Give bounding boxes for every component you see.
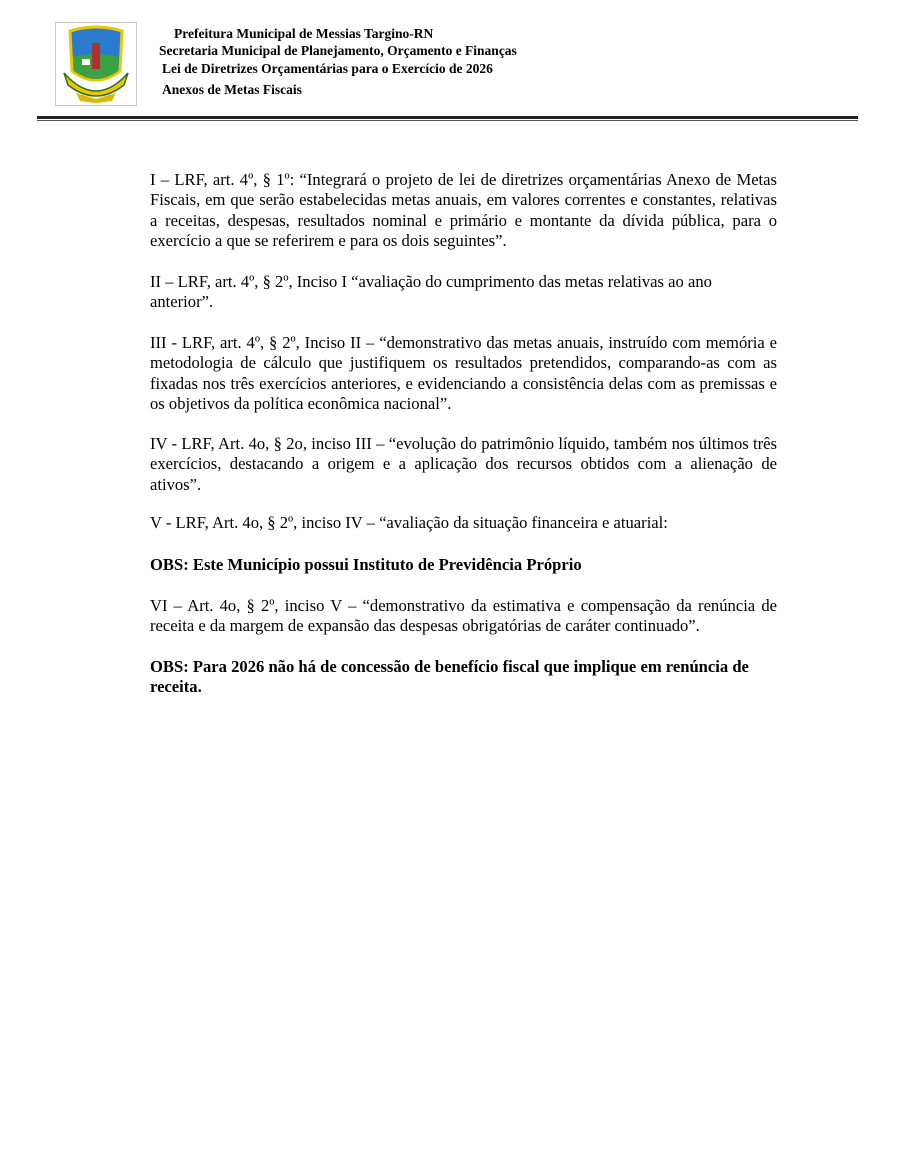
observation-pension-institute: OBS: Este Município possui Instituto de Previdência Próprio (150, 555, 582, 574)
header-law-title: Lei de Diretrizes Orçamentárias para o Exercício de 2026 (162, 61, 493, 76)
header-secretariat: Secretaria Municipal de Planejamento, Orçamento e Finanças (159, 43, 517, 58)
paragraph-item-iv: IV - LRF, Art. 4o, § 2o, inciso III – “evolução do patrimônio líquido, também nos últimos três exercícios, destacando a origem e a aplicação dos recursos obtidos com a alienação de ativos”. (150, 434, 777, 494)
paragraph-item-iii: III - LRF, art. 4º, § 2º, Inciso II – “demonstrativo das metas anuais, instruído com memória e metodologia de cálculo que justifiquem os resultados pretendidos, comparando-as com as fixadas nos três exercícios anteriores, e evidenciando a consistência delas com as premissas e os objetivos da política econômica nacional”. (150, 333, 777, 413)
header-divider (37, 116, 858, 119)
header-annex-title: Anexos de Metas Fiscais (162, 82, 302, 97)
paragraph-item-v: V - LRF, Art. 4o, § 2º, inciso IV – “avaliação da situação financeira e atuarial: (150, 513, 668, 532)
header-municipality: Prefeitura Municipal de Messias Targino-RN (174, 26, 434, 41)
header-divider-thin (37, 120, 858, 121)
observation-tax-waiver: OBS: Para 2026 não há de concessão de benefício fiscal que implique em renúncia de receita. (150, 657, 749, 697)
paragraph-item-ii: II – LRF, art. 4º, § 2º, Inciso I “avaliação do cumprimento das metas relativas ao ano anterior”. (150, 272, 712, 312)
paragraph-item-i: I – LRF, art. 4º, § 1º: “Integrará o projeto de lei de diretrizes orçamentárias Anexo de Metas Fiscais, em que serão estabelecidas metas anuais, em valores correntes e constantes, relativas a receitas, despesas, resultados nominal e primário e montante da dívida pública, para o exercício a que se referirem e para os dois seguintes”. (150, 170, 777, 250)
municipal-coat-of-arms-logo (55, 22, 137, 106)
paragraph-item-vi: VI – Art. 4o, § 2º, inciso V – “demonstrativo da estimativa e compensação da renúncia de receita e da margem de expansão das despesas obrigatórias de caráter continuado”. (150, 596, 777, 636)
